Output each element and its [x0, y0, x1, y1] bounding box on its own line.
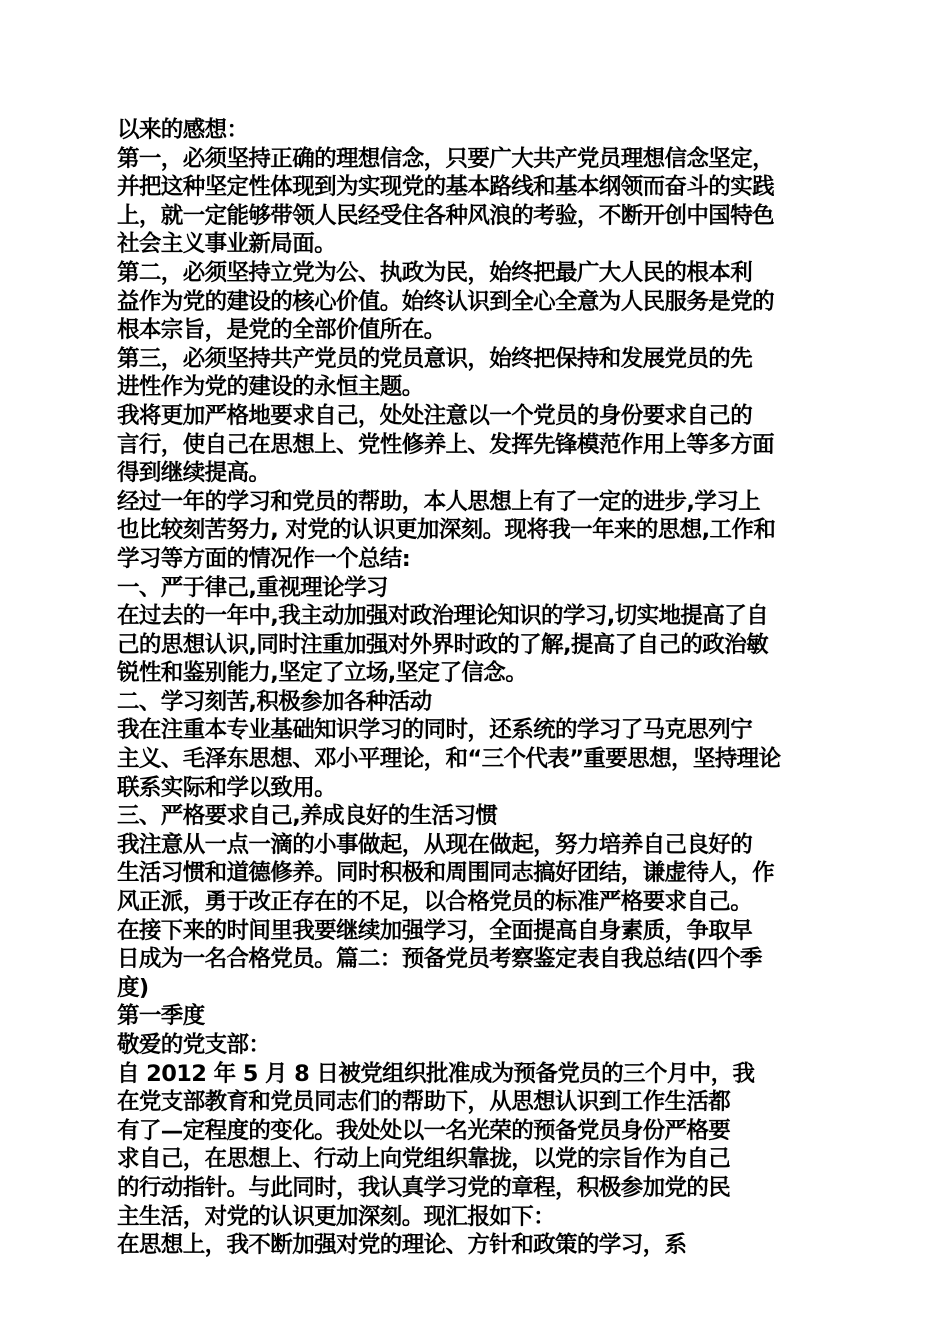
text-line: 己的思想认识,同时注重加强对外界时政的了解,提高了自己的政治敏 — [117, 631, 768, 658]
text-line: 主义、毛泽东思想、邓小平理论，和“三个代表”重要思想，坚持理论 — [117, 746, 781, 773]
section-heading: 三、严格要求自己,养成良好的生活习惯 — [117, 803, 498, 830]
section-heading: 一、严于律己,重视理论学习 — [117, 574, 388, 601]
text-line: 在接下来的时间里我要继续加强学习，全面提高自身素质，争取早 — [117, 917, 753, 944]
text-line: 第一，必须坚持正确的理想信念，只要广大共产党员理想信念坚定， — [117, 145, 775, 172]
text-line: 主生活，对党的认识更加深刻。现汇报如下： — [117, 1203, 556, 1230]
document-body — [117, 116, 837, 1260]
text-line: 求自己，在思想上、行动上向党组织靠拢，以党的宗旨作为自己 — [117, 1146, 731, 1173]
text-line: 生活习惯和道德修养。同时积极和周围同志搞好团结，谦虚待人，作 — [117, 860, 775, 887]
text-line: 日成为一名合格党员。篇二：预备党员考察鉴定表自我总结(四个季 — [117, 946, 762, 973]
text-line: 在党支部教育和党员同志们的帮助下，从思想认识到工作生活都 — [117, 1089, 731, 1116]
text-line: 社会主义事业新局面。 — [117, 231, 337, 258]
text-line: 益作为党的建设的核心价值。始终认识到全心全意为人民服务是党的 — [117, 288, 775, 315]
salutation: 敬爱的党支部： — [117, 1032, 271, 1058]
text-line: 根本宗旨，是党的全部价值所在。 — [117, 317, 446, 344]
text-line: 联系实际和学以致用。 — [117, 774, 337, 801]
text-line: 的行动指针。与此同时，我认真学习党的章程，积极参加党的民 — [117, 1174, 731, 1201]
text-line: 也比较刻苦努力, 对党的认识更加深刻。现将我一年来的思想,工作和 — [117, 517, 776, 544]
text-line: 在过去的一年中,我主动加强对政治理论知识的学习,切实地提高了自 — [117, 603, 768, 630]
text-line: 学习等方面的情况作一个总结: — [117, 545, 411, 572]
text-line: 言行，使自己在思想上、党性修养上、发挥先锋模范作用上等多方面 — [117, 431, 775, 458]
section-heading: 二、学习刻苦,积极参加各种活动 — [117, 688, 432, 715]
text-line: 自 2012 年 5 月 8 日被党组织批准成为预备党员的三个月中，我 — [117, 1060, 755, 1087]
text-line: 第二，必须坚持立党为公、执政为民，始终把最广大人民的根本利 — [117, 259, 753, 286]
text-line: 在思想上，我不断加强对党的理论、方针和政策的学习，系 — [117, 1232, 687, 1259]
text-line: 第三，必须坚持共产党员的党员意识，始终把保持和发展党员的先 — [117, 345, 753, 372]
text-line: 有了—定程度的变化。我处处以一名光荣的预备党员身份严格要 — [117, 1117, 731, 1144]
text-line: 并把这种坚定性体现到为实现党的基本路线和基本纲领而奋斗的实践 — [117, 174, 775, 201]
text-line: 我注意从一点一滴的小事做起，从现在做起，努力培养自己良好的 — [117, 831, 753, 858]
text-line: 上，就一定能够带领人民经受住各种风浪的考验，不断开创中国特色 — [117, 202, 775, 229]
text-line: 风正派，勇于改正存在的不足，以合格党员的标准严格要求自己。 — [117, 889, 753, 916]
text-line: 得到继续提高。 — [117, 460, 271, 487]
text-line: 我将更加严格地要求自己，处处注意以一个党员的身份要求自己的 — [117, 402, 753, 429]
text-line: 经过一年的学习和党员的帮助，本人思想上有了一定的进步,学习上 — [117, 488, 761, 515]
text-line: 锐性和鉴别能力,坚定了立场,坚定了信念。 — [117, 660, 528, 687]
text-line: 进性作为党的建设的永恒主题。 — [117, 374, 424, 401]
section-heading: 第一季度 — [117, 1003, 205, 1030]
text-line: 我在注重本专业基础知识学习的同时，还系统的学习了马克思列宁 — [117, 717, 753, 744]
text-line: 以来的感想： — [117, 117, 249, 143]
text-line: 度) — [117, 974, 149, 1001]
